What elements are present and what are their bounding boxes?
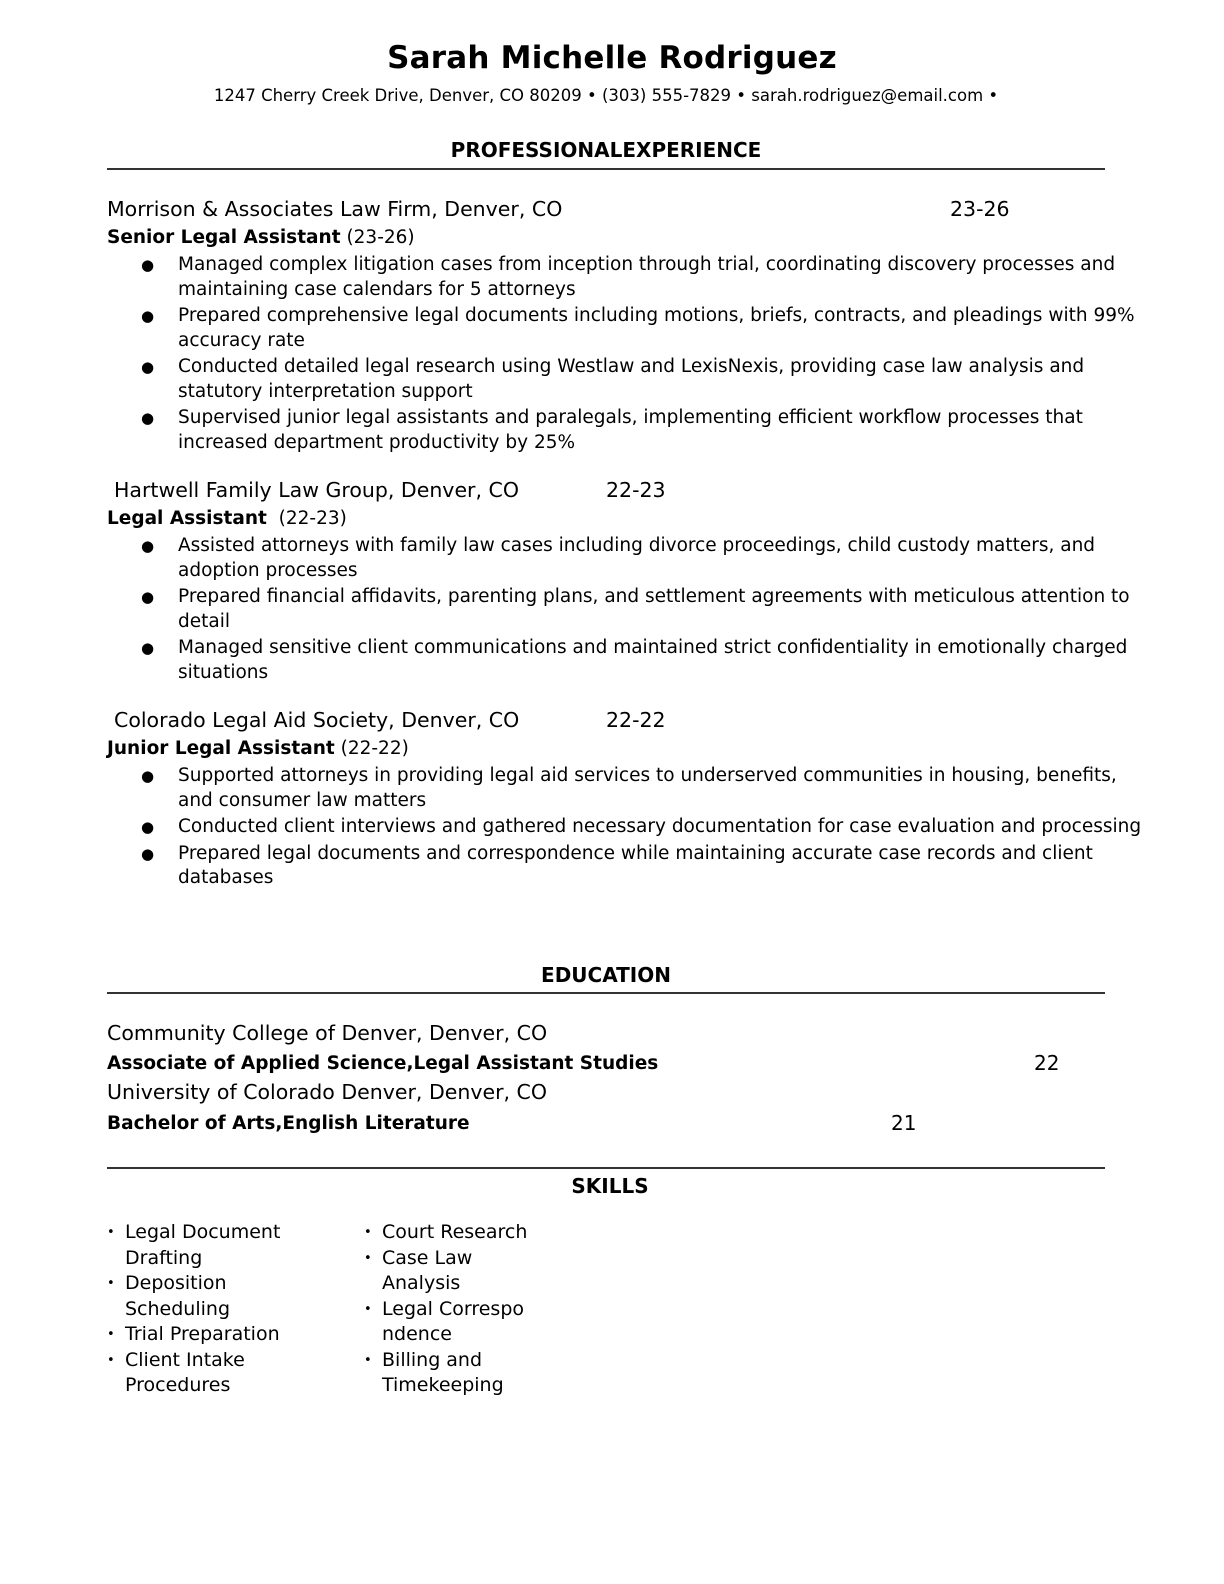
- list-item: ● Managed sensitive client communications and maintained strict confidentiality in emotionally charged situations: [141, 637, 1128, 683]
- education-school: Community College of Denver, Denver, CO: [107, 1021, 548, 1045]
- list-item: ● Conducted client interviews and gathered necessary documentation for case evaluation and processing: [107, 815, 1147, 840]
- job-role: [107, 227, 415, 248]
- bullet-icon: •: [107, 1276, 115, 1291]
- bullet-icon: •: [364, 1225, 372, 1240]
- job-date: 22-23: [606, 478, 666, 502]
- section-divider: [107, 1167, 1105, 1169]
- bullet-icon: ●: [141, 358, 155, 376]
- education-heading: EDUCATION: [541, 963, 671, 987]
- contact-line: 1247 Cherry Creek Drive, Denver, CO 80209 • (303) 555-7829 • sarah.rodriguez@email.com •: [213, 86, 999, 105]
- bullet-icon: •: [107, 1352, 115, 1368]
- bullet-icon: •: [364, 1250, 372, 1266]
- education-school: University of Colorado Denver, Denver, CO: [107, 1080, 547, 1104]
- list-item: ● Managed complex litigation cases from inception through trial, coordinating discovery processes and maintaining case calendars for 5 attorneys: [141, 254, 1116, 300]
- bullet-icon: ●: [141, 639, 155, 657]
- job-title: Junior Legal Assistant: [107, 738, 335, 759]
- section-divider: [107, 992, 1105, 994]
- job-role: [107, 738, 409, 759]
- bullet-icon: ●: [141, 844, 155, 863]
- bullet-icon: ●: [141, 307, 155, 325]
- job-bullets: [107, 764, 1147, 893]
- list-item: ● Supported attorneys in providing legal aid services to underserved communities in housing, benefits, and consumer law matters: [141, 765, 1117, 811]
- bullet-icon: •: [107, 1327, 115, 1342]
- bullet-icon: ●: [141, 256, 155, 274]
- job-company: Hartwell Family Law Group, Denver, CO: [114, 478, 519, 502]
- bullet-icon: ●: [141, 409, 155, 427]
- education-degree: Associate of Applied Science,Legal Assistant Studies: [107, 1053, 659, 1074]
- education-degree: Bachelor of Arts,English Literature: [107, 1113, 470, 1134]
- job-role-dates: (22-23): [278, 508, 347, 529]
- skills-column-2: [364, 1220, 534, 1399]
- skill-item: • Deposition Scheduling: [107, 1272, 231, 1320]
- bullet-icon: ●: [141, 818, 155, 836]
- list-item: ● Supervised junior legal assistants and paralegals, implementing efficient workflow processes that increased department productivity by 25%: [141, 407, 1083, 453]
- skill-item: • Billing and Timekeeping: [364, 1348, 504, 1396]
- skill-item: • Court Research: [364, 1220, 534, 1246]
- skill-item: • Case Law Analysis: [364, 1246, 473, 1294]
- section-divider: [107, 168, 1105, 170]
- education-year: 21: [891, 1111, 917, 1135]
- job-title: Legal Assistant: [107, 508, 267, 529]
- list-item: ● Assisted attorneys with family law cases including divorce proceedings, child custody matters, and adoption processes: [141, 535, 1096, 581]
- list-item: ● Prepared comprehensive legal documents including motions, briefs, contracts, and pleadings with 99% accuracy rate: [141, 305, 1135, 351]
- job-role-dates: (22-22): [340, 738, 409, 759]
- list-item: ● Prepared financial affidavits, parenting plans, and settlement agreements with meticulous attention to detail: [141, 586, 1130, 632]
- bullet-icon: •: [364, 1301, 372, 1317]
- job-bullets: [107, 534, 1147, 687]
- job-role-dates: (23-26): [346, 227, 415, 248]
- skills-heading: SKILLS: [571, 1174, 649, 1198]
- skill-item: • Trial Preparation: [107, 1322, 307, 1348]
- experience-heading: PROFESSIONALEXPERIENCE: [450, 138, 762, 162]
- bullet-icon: ●: [141, 588, 155, 606]
- skill-item: • Legal Correspondence: [364, 1297, 524, 1345]
- job-date: 23-26: [950, 197, 1010, 221]
- skills-column-1: [107, 1220, 307, 1399]
- candidate-name: Sarah Michelle Rodriguez: [387, 40, 837, 76]
- job-company: Morrison & Associates Law Firm, Denver, CO: [107, 197, 563, 221]
- job-date: 22-22: [606, 708, 666, 732]
- job-role: [107, 508, 347, 529]
- list-item: ● Prepared legal documents and correspondence while maintaining accurate case records and client databases: [141, 842, 1093, 888]
- skill-item: • Legal Document Drafting: [107, 1221, 281, 1269]
- list-item: ● Conducted detailed legal research using Westlaw and LexisNexis, providing case law analysis and statutory interpretation support: [141, 356, 1085, 402]
- job-bullets: [107, 253, 1147, 457]
- bullet-icon: ●: [141, 537, 155, 555]
- job-title: Senior Legal Assistant: [107, 227, 341, 248]
- job-company: Colorado Legal Aid Society, Denver, CO: [114, 708, 520, 732]
- education-year: 22: [1034, 1051, 1060, 1075]
- skill-item: • Client Intake Procedures: [107, 1348, 245, 1396]
- bullet-icon: ●: [141, 767, 155, 785]
- bullet-icon: •: [364, 1352, 372, 1368]
- bullet-icon: •: [107, 1225, 115, 1240]
